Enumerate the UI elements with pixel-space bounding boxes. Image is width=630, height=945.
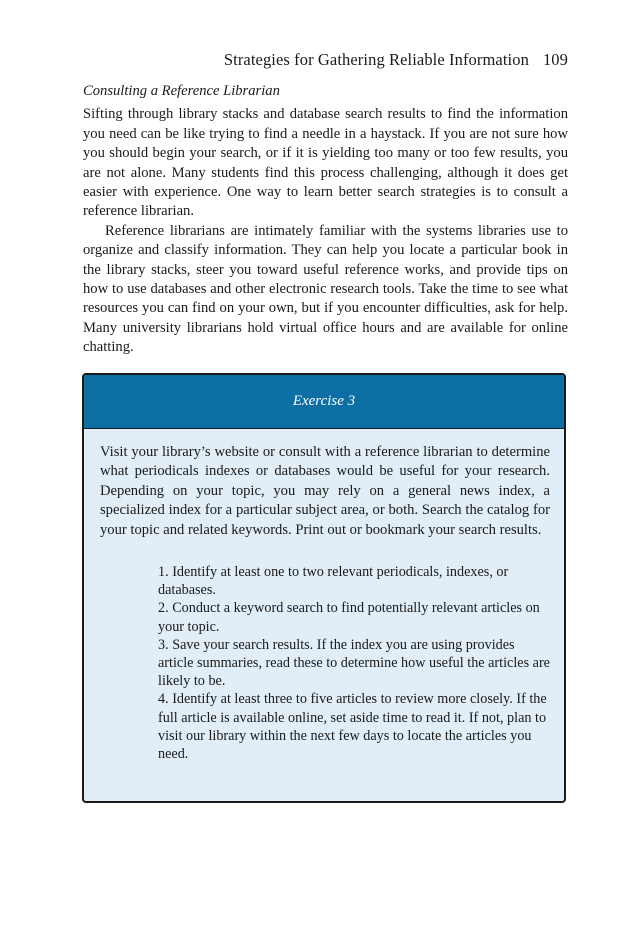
- exercise-steps: [158, 563, 553, 763]
- body-paragraph-1: Sifting through library stacks and database search results to find the information you need can be like trying to find a needle in a haystack. If you are not sure how you should begin your search, or if it is yielding too many or too few results, you are not alone. Many students find this process challenging, although it does get easier with experience. One way to learn better search strategies is to consult a reference librarian.: [83, 106, 568, 220]
- exercise-step: 1. Identify at least one to two relevant periodicals, indexes, or databases.: [158, 564, 509, 599]
- exercise-step: 2. Conduct a keyword search to find potentially relevant articles on your topic.: [158, 600, 540, 635]
- exercise-box: [82, 373, 566, 803]
- exercise-step: 4. Identify at least three to five articles to review more closely. If the full article is available online, set aside time to read it. If not, plan to visit our library within the next few days to locate the articles you need.: [158, 691, 547, 763]
- exercise-step: 3. Save your search results. If the index you are using provides article summaries, read these to determine how useful the articles are likely to be.: [158, 636, 550, 690]
- exercise-body: [84, 429, 564, 763]
- exercise-title: Exercise 3: [292, 393, 356, 409]
- section-subheading: Consulting a Reference Librarian: [83, 83, 280, 99]
- main-content: [83, 82, 568, 358]
- exercise-intro: Visit your library’s website or consult with a reference librarian to determine what periodicals indexes or databases would be useful for your research. Depending on your topic, you may rely on a general news index, a specialized index for a particular subject area, or both. Search the catalog for your topic and related keywords. Print out or bookmark your search results.: [100, 444, 550, 538]
- running-head: [83, 50, 568, 70]
- running-head-title: Strategies for Gathering Reliable Information: [223, 50, 529, 69]
- body-paragraph-2: Reference librarians are intimately familiar with the systems libraries use to organize and classify information. They can help you locate a particular book in the library stacks, steer you toward useful reference works, and provide tips on how to use databases and other electronic research tools. Take the time to see what resources you can find on your own, but if you encounter difficulties, ask for help. Many university librarians hold virtual office hours and are available for online chatting.: [83, 222, 568, 356]
- exercise-header: [84, 375, 564, 429]
- page-number: 109: [542, 50, 568, 69]
